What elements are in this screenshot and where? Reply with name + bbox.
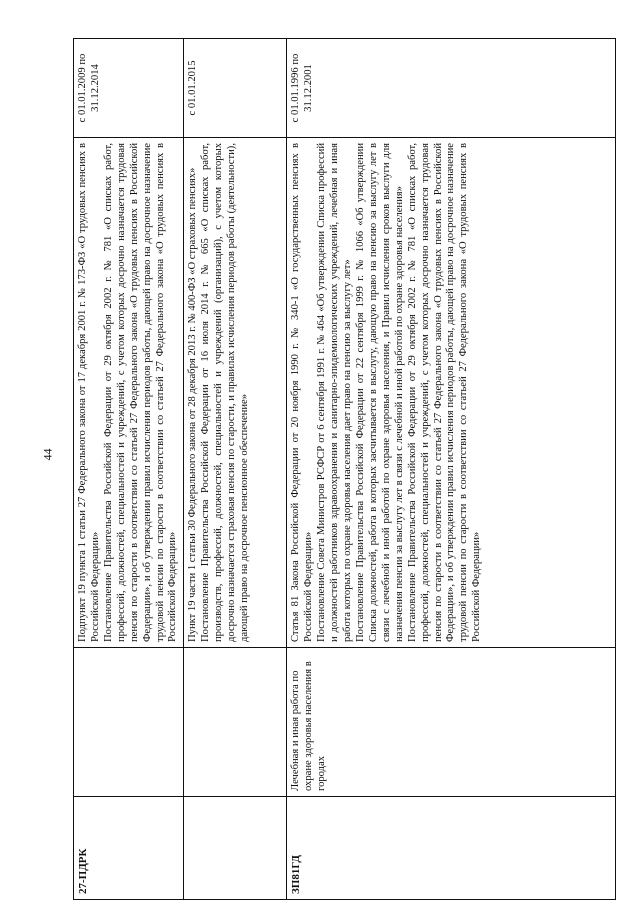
law-cell	[287, 138, 616, 648]
code-cell: ЗП81ГД	[287, 797, 616, 900]
page-number: 44	[40, 448, 55, 461]
code-cell: 27-ПДРК	[74, 797, 184, 900]
table-row	[74, 39, 184, 900]
table-row	[287, 39, 616, 900]
period-cell: с 01.01.2009 по 31.12.2014	[74, 39, 184, 138]
name-cell	[184, 648, 287, 797]
law-cell	[74, 138, 184, 648]
period-cell: с 01.01.2015	[184, 39, 287, 138]
law-paragraph: Статья 81 Закона Российской Федерации от 20 ноября 1990 г. № 340-1 «О государственных пенсиях в Российской Федерации»	[290, 143, 315, 642]
law-paragraph: Постановление Правительства Российской Федерации от 29 октября 2002 г. № 781 «О списках работ, профессий, должностей, специальностей и учреждений, с учетом которых досрочно назначается трудовая пенсия по старости в соответствии со статьей 27 Федерального закона «О трудовых пенсиях в Российской Федерации», и об утверждении правил исчисления периодов работы, дающей право на досрочное назначение трудовой пенсии по старости в соответствии со статьей 27 Федерального закона «О трудовых пенсиях в Российской Федерации»	[102, 143, 179, 642]
code-cell	[184, 797, 287, 900]
law-paragraph: Пункт 19 части 1 статьи 30 Федерального закона от 28 декабря 2013 г. № 400-ФЗ «О страховых пенсиях»	[187, 167, 199, 642]
rotated-table-container	[73, 38, 616, 900]
law-cell	[184, 138, 287, 648]
pension-codes-table	[73, 38, 616, 900]
law-paragraph: Постановление Правительства Российской Федерации от 16 июля 2014 г. № 665 «О списках работ, производств, профессий, должностей, специальностей и учреждений (организаций), с учетом которых досрочно назначается страховая пенсия по старости, и правилах исчисления периодов работы (деятельности), дающей право на досрочное пенсионное обеспечение»	[200, 143, 251, 642]
law-paragraph: Подпункт 19 пункта 1 статьи 27 Федерального закона от 17 декабря 2001 г. № 173-ФЗ «О трудовых пенсиях в Российской Федерации»	[77, 143, 101, 642]
law-paragraph: Постановление Совета Министров РСФСР от 6 сентября 1991 г. № 464 «Об утверждении Списка профессий и должностей работников здравоохранения и санитарно-эпидемиологических учреждений, лечебная и иная работа которых по охране здоровья населения дает право на пенсию за выслугу лет»	[316, 143, 354, 642]
law-paragraph: Постановление Правительства Российской Федерации от 29 октября 2002 г. № 781 «О списках работ, профессий, должностей, специальностей и учреждений, с учетом которых досрочно назначается трудовая пенсия по старости в соответствии со статьей 27 Федерального закона «О трудовых пенсиях в Российской Федерации», и об утверждении правил исчисления периодов работы, дающей право на досрочное назначение трудовой пенсии по старости в соответствии со статьей 27 Федерального закона «О трудовых пенсиях в Российской Федерации»	[406, 143, 483, 642]
table-row	[184, 39, 287, 900]
period-cell: с 01.01.1996 по 31.12.2001	[287, 39, 616, 138]
law-paragraph: Постановление Правительства Российской Федерации от 22 сентября 1999 г. № 1066 «Об утверждении Списка должностей, работа в которых засчитывается в выслугу, дающую право на пенсию за выслугу лет в связи с лечебной и иной работой по охране здоровья населения, и Правил исчисления сроков выслуги для назначения пенсии за выслугу лет в связи с лечебной и иной работой по охране здоровья населения»	[354, 143, 405, 642]
name-cell	[74, 648, 184, 797]
name-cell: Лечебная и иная работа по охране здоровья населения в городах	[287, 648, 616, 797]
